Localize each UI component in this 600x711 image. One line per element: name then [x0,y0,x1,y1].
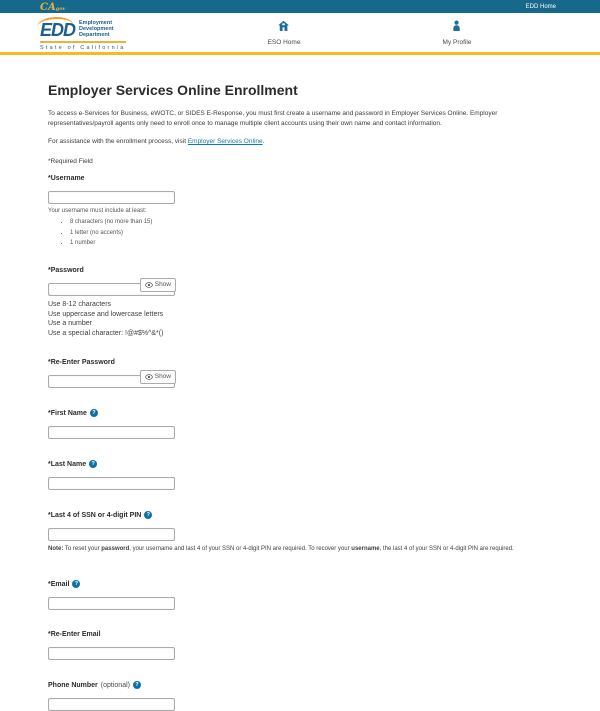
username-input[interactable] [48,191,175,204]
reenter-password-group [48,359,555,388]
edd-home-link[interactable]: EDD Home [525,3,556,10]
edd-logo-word: EDD [40,17,75,39]
password-label: *Password [48,267,84,274]
nav-eso-home[interactable] [268,19,301,46]
site-header [0,13,600,55]
main-content [0,55,600,711]
username-hint-title: Your username must include at least: [48,208,147,214]
username-hint-list [70,219,555,246]
username-hint-item: • 1 letter (no accents) [70,230,555,236]
person-icon [451,19,463,31]
username-hint-item: • 8 characters (no more than 15) [70,219,555,225]
first-name-help-icon[interactable]: ? [90,409,98,417]
edd-logo-department-text: Employment Development Department [79,20,114,38]
nav-eso-home-label: ESO Home [267,39,301,46]
edd-logo-tagline: State of California [40,41,126,51]
home-icon [278,19,290,31]
password-group [48,267,555,338]
password-show-button[interactable]: Show [140,278,176,292]
edd-logo[interactable] [40,17,126,51]
ssn-help-icon[interactable]: ? [144,511,152,519]
email-group [48,580,555,610]
last-name-help-icon[interactable]: ? [89,460,97,468]
password-hints: Use 8-12 characters Use uppercase and lowercase letters Use a number Use a special character: !@#$%^&*() [48,301,164,337]
phone-input[interactable] [48,698,175,711]
email-input[interactable] [48,597,175,610]
employer-services-online-link[interactable]: Employer Services Online [187,138,263,145]
username-hint-item: • 1 number [70,240,555,246]
ssn-group [48,511,555,553]
ssn-note: Note: To reset your password, your username and last 4 of your SSN or 4-digit PIN are required. To recover your username, the last 4 of your SSN or 4-digit PIN are required. [48,546,514,552]
first-name-label: *First Name ? [48,409,555,417]
last-name-label: *Last Name ? [48,460,555,468]
nav-my-profile-label: My Profile [442,39,472,46]
required-field-note: *Required Field [48,158,93,165]
page-title: Employer Services Online Enrollment [48,82,298,98]
ssn-input[interactable] [48,528,175,541]
ca-gov-logo-ca: CA [40,1,56,13]
last-name-group [48,460,555,490]
reenter-password-show-button[interactable]: Show [140,370,176,384]
assistance-paragraph: For assistance with the enrollment process, visit Employer Services Online. [48,138,265,145]
intro-paragraph: To access e-Services for Business, eWOTC, or SIDES E-Response, you must first create a username and password in Employer Services Online. Employer representatives/payroll agents only need to enroll once to manage multiple client accounts using their own name and contact information. [48,110,498,127]
edd-logo-swoosh-icon [37,16,73,27]
nav-my-profile[interactable] [443,19,472,46]
phone-group [48,681,555,711]
first-name-input[interactable] [48,426,175,439]
eye-icon [145,374,153,380]
phone-help-icon[interactable]: ? [133,681,141,689]
reenter-email-group [48,631,555,660]
ssn-label: *Last 4 of SSN or 4-digit PIN ? [48,511,555,519]
ca-gov-logo-gov: gov [55,5,66,12]
first-name-group [48,409,555,439]
reenter-password-label: *Re-Enter Password [48,359,115,366]
username-label: *Username [48,175,85,182]
reenter-email-input[interactable] [48,647,175,660]
username-group [48,175,555,246]
utility-bar [0,0,600,13]
last-name-input[interactable] [48,477,175,490]
eye-icon [145,282,153,288]
reenter-email-label: *Re-Enter Email [48,631,101,638]
email-help-icon[interactable]: ? [72,580,80,588]
email-label: *Email ? [48,580,555,588]
phone-label: Phone Number (optional) ? [48,681,555,689]
